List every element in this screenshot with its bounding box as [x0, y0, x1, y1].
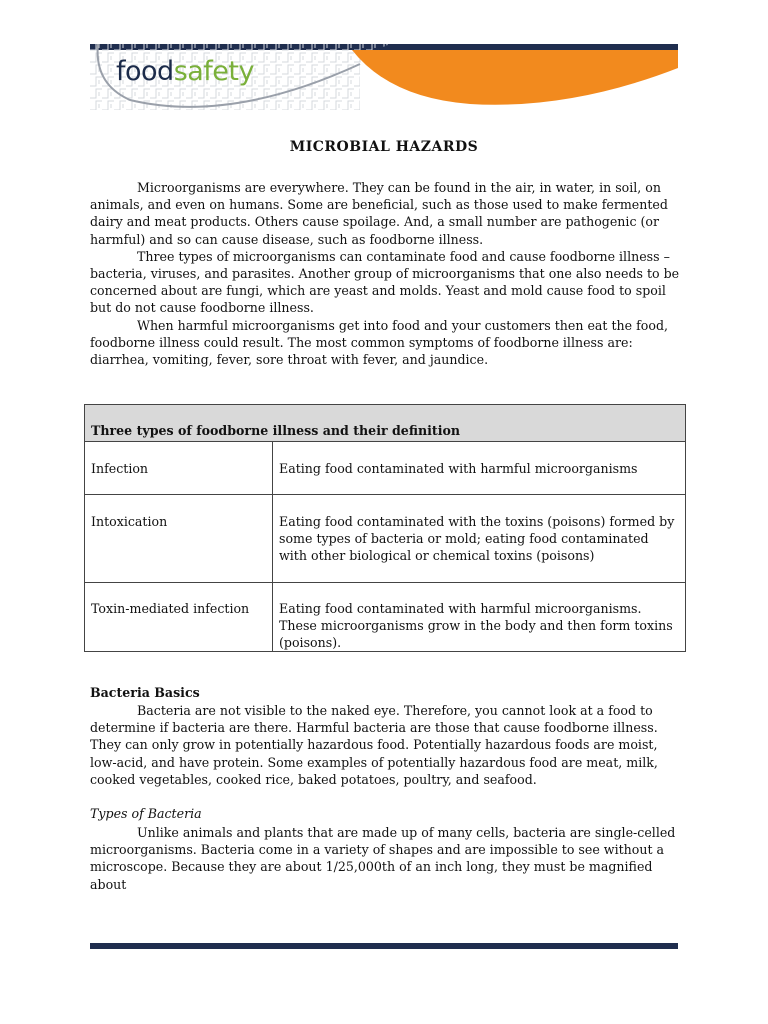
definition-cell: Eating food contaminated with harmful microorganisms	[273, 442, 686, 495]
page-title: MICROBIAL HAZARDS	[289, 139, 479, 155]
header-banner	[90, 44, 678, 110]
bacteria-basics-paragraph: Bacteria are not visible to the naked eye. Therefore, you cannot look at a food to determine if bacteria are there. Harmful bacteria are those that cause foodborne illness. They can only grow in potentially hazardous food. Potentially hazardous foods are moist, low-acid, and have protein. Some examples of potentially hazardous food are meat, milk, cooked vegetables, cooked rice, baked potatoes, poultry, and seafood.	[90, 703, 658, 787]
footer-rule	[90, 943, 678, 949]
bacteria-basics-section	[90, 702, 680, 788]
term-cell: Infection	[85, 442, 273, 495]
intro-paragraph-3: When harmful microorganisms get into food and your customers then eat the food, foodborne illness could result. The most common symptoms of foodborne illness are: diarrhea, vomiting, fever, sore throat with fever, and jaundice.	[90, 317, 669, 368]
definition-cell: Eating food contaminated with harmful microorganisms. These microorganisms grow in the body and then form toxins (poisons).	[273, 583, 686, 652]
logo-food: food	[116, 56, 174, 87]
table-row	[85, 495, 686, 583]
definition-cell: Eating food contaminated with the toxins (poisons) formed by some types of bacteria or mold; eating food contaminated with other biological or chemical toxins (poisons)	[273, 495, 686, 583]
table-row	[85, 442, 686, 495]
term-cell: Intoxication	[85, 495, 273, 583]
table-row	[85, 583, 686, 652]
intro-paragraph-1: Microorganisms are everywhere. They can be found in the air, in water, in soil, on animals, and even on humans. Some are beneficial, such as those used to make fermented dairy and meat products. Others cause spoilage. And, a small number are pathogenic (or harmful) and so can cause disease, such as foodborne illness.	[90, 180, 668, 247]
table-header-row	[85, 405, 686, 442]
foodborne-illness-table	[84, 404, 686, 652]
types-of-bacteria-paragraph: Unlike animals and plants that are made up of many cells, bacteria are single-celled microorganisms. Bacteria come in a variety of shapes and are impossible to see without a microscope. Because they are about 1/25,000th of an inch long, they must be magnified about	[90, 825, 676, 892]
orange-swoosh	[352, 50, 678, 105]
logo-safety: safety	[173, 56, 254, 87]
table-heading: Three types of foodborne illness and their definition	[85, 405, 686, 442]
intro-paragraph-2: Three types of microorganisms can contaminate food and cause foodborne illness – bacteria, viruses, and parasites. Another group of microorganisms that one also needs to be concerned about are fungi, which are yeast and molds. Yeast and mold cause food to spoil but do not cause foodborne illness.	[90, 248, 680, 316]
types-of-bacteria-section	[90, 824, 680, 893]
foodsafety-logo	[116, 56, 254, 87]
bacteria-basics-heading: Bacteria Basics	[90, 685, 200, 700]
types-of-bacteria-heading: Types of Bacteria	[90, 806, 202, 821]
term-cell: Toxin-mediated infection	[85, 583, 273, 652]
intro-section	[90, 179, 680, 368]
